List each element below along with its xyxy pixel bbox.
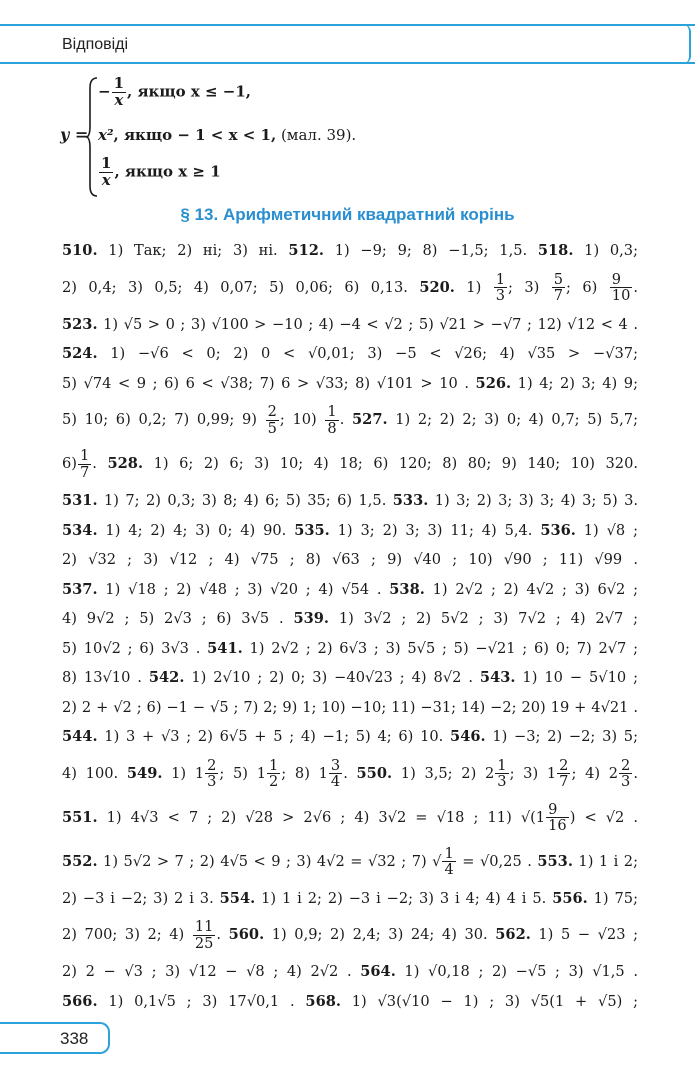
answers-body: [62, 236, 638, 1016]
piecewise-function: [58, 72, 418, 202]
answer-line: 537. 1) √18 ; 2) √48 ; 3) √20 ; 4) √54 . 538. 1) 2√2 ; 2) 4√2 ; 3) 6√2 ;: [62, 580, 639, 598]
piecewise-row-3: $\frac{1}{x}$ , якщо x ≥ 1: [101, 154, 221, 189]
answer-line: 4) 9√2 ; 5) 2√3 ; 6) 3√5 . 539. 1) 3√2 ; 2) 5√2 ; 3) 7√2 ; 4) 2√7 ;: [62, 610, 638, 627]
answer-line: 524. 1) −√6 < 0; 2) 0 < √0,01; 3) −5 < √26; 4) √35 > −√37;: [62, 345, 638, 362]
answer-line: 510. 1) Так; 2) ні; 3) ні. 512. 1) −9; 9; 8) −1,5; 1,5. 518. 1) 0,3;: [62, 242, 638, 259]
answer-line: 2) 0,4; 3) 0,5; 4) 0,07; 5) 0,06; 6) 0,13. 520. 1) $\frac{1}{3}$ ; 3) $\frac{5}{7}$ ; 6) $\frac{9}{10}$ .: [62, 270, 638, 304]
answer-line: 523. 1) √5 > 0 ; 3) √100 > −10 ; 4) −4 < √2 ; 5) √21 > −√7 ; 12) √12 < 4 .: [62, 315, 638, 333]
answer-line: 2) 2 − √3 ; 3) √12 − √8 ; 4) 2√2 . 564. 1) √0,18 ; 2) −√5 ; 3) √1,5 .: [62, 963, 638, 980]
answer-line: 2) −3 і −2; 3) 2 і 3. 554. 1) 1 і 2; 2) −3 і −2; 3) 3 і 4; 4) 4 і 5. 556. 1) 75;: [62, 889, 638, 907]
left-brace-icon: [86, 76, 98, 198]
page-header: [0, 24, 695, 64]
answer-line: 4) 100. 549. 1) 1 $\frac{2}{3}$ ; 5) 1 $\frac{1}{2}$ ; 8) 1 $\frac{3}{4}$ . 550. 1) 3,5; 2) 2 $\frac{1}{3}$ ; 3) 1 $\frac{2}{7}$ ; 4) 2 $\frac{2}{3}$ .: [62, 756, 638, 790]
header-title: Відповіді: [62, 36, 129, 53]
piecewise-row-1: − $\frac{1}{x}$ , якщо x ≤ −1,: [98, 74, 252, 109]
answer-line: 5) 10; 6) 0,2; 7) 0,99; 9) $\frac{2}{5}$ ; 10) $\frac{1}{8}$ . 527. 1) 2; 2) 2; 3) 0; 4) 0,7; 5) 5,7;: [62, 403, 638, 437]
answer-line: 566. 1) 0,1√5 ; 3) 17√0,1 . 568. 1) √3(√10 − 1) ; 3) √5(1 + √5) ;: [62, 992, 639, 1010]
page-number-box: [0, 1022, 110, 1054]
answer-line: 534. 1) 4; 2) 4; 3) 0; 4) 90. 535. 1) 3; 2) 3; 3) 11; 4) 5,4. 536. 1) √8 ;: [62, 521, 638, 539]
answer-line: 2) √32 ; 3) √12 ; 4) √75 ; 8) √63 ; 9) √40 ; 10) √90 ; 11) √99 .: [62, 551, 638, 568]
answer-line: 544. 1) 3 + √3 ; 2) 6√5 + 5 ; 4) −1; 5) 4; 6) 10. 546. 1) −3; 2) −2; 3) 5;: [62, 728, 638, 745]
section-title: § 13. Арифметичний квадратний корінь: [180, 205, 515, 224]
answer-line: 5) √74 < 9 ; 6) 6 < √38; 7) 6 > √33; 8) √101 > 10 . 526. 1) 4; 2) 3; 4) 9;: [62, 374, 639, 392]
answer-line: 8) 13√10 . 542. 1) 2√10 ; 2) 0; 3) −40√23 ; 4) 8√2 . 543. 1) 10 − 5√10 ;: [62, 669, 638, 686]
fraction: $\frac{1}{x}$: [101, 154, 112, 189]
answer-line: 531. 1) 7; 2) 0,3; 3) 8; 4) 6; 5) 35; 6) 1,5. 533. 1) 3; 2) 3; 3) 3; 4) 3; 5) 3.: [62, 492, 638, 509]
answer-line: 552. 1) 5√2 > 7 ; 2) 4√5 < 9 ; 3) 4√2 = √32 ; 7) √ $\frac{1}{4}$ = √0,25 . 553. 1) 1 і 2;: [62, 844, 638, 878]
answer-line: 6) $\frac{1}{7}$ . 528. 1) 6; 2) 6; 3) 10; 4) 18; 6) 120; 8) 80; 9) 140; 10) 320.: [62, 447, 638, 481]
answer-line: 2) 700; 3) 2; 4) $\frac{11}{25}$ . 560. 1) 0,9; 2) 2,4; 3) 24; 4) 30. 562. 1) 5 − √23 ;: [62, 918, 638, 952]
answer-line: 5) 10√2 ; 6) 3√3 . 541. 1) 2√2 ; 2) 6√3 ; 3) 5√5 ; 5) −√21 ; 6) 0; 7) 2√7 ;: [62, 639, 639, 657]
page-number: 338: [60, 1029, 89, 1048]
fraction: $\frac{1}{x}$: [113, 74, 125, 109]
header-notch: [679, 24, 691, 64]
piecewise-lhs: y =: [60, 125, 89, 144]
answer-line: 551. 1) 4√3 < 7 ; 2) √28 > 2√6 ; 4) 3√2 = √18 ; 11) √(1 $\frac{9}{16}$ ) < √2 .: [62, 800, 639, 834]
answer-line: 2) 2 + √2 ; 6) −1 − √5 ; 7) 2; 9) 1; 10) −10; 11) −31; 14) −2; 20) 19 + 4√21 .: [62, 698, 638, 716]
piecewise-row-2: x², якщо − 1 < x < 1, (мал. 39).: [98, 126, 357, 144]
